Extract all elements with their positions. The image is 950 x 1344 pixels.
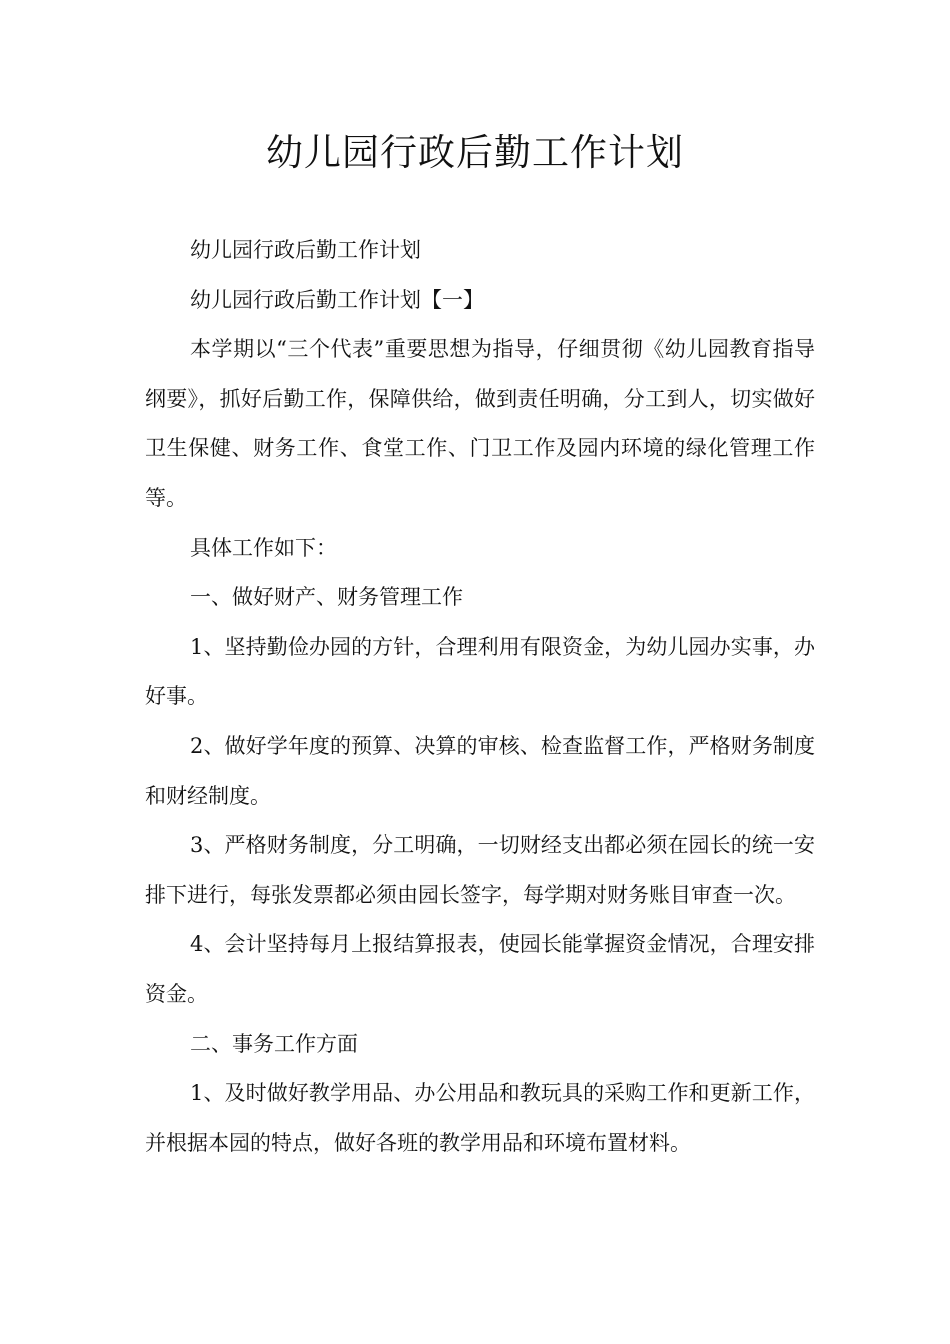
document-title: 幼儿园行政后勤工作计划 — [266, 131, 684, 174]
paragraph-affairs-item-1: 1、及时做好教学用品、办公用品和教玩具的采购工作和更新工作，并根据本园的特点，做好各班的教学用品和环境布置材料。 — [145, 1081, 815, 1155]
paragraph-work-list-lead: 具体工作如下： — [190, 535, 337, 560]
paragraph-heading-affairs: 二、事务工作方面 — [190, 1031, 358, 1056]
paragraph-intro: 本学期以“三个代表”重要思想为指导，仔细贯彻《幼儿园教育指导纲要》，抓好后勤工作，保障供给，做到责任明确，分工到人，切实做好卫生保健、财务工作、食堂工作、门卫工作及园内环境的绿化管理工作等。 — [145, 337, 815, 510]
paragraph-finance-item-4: 4、会计坚持每月上报结算报表，使园长能掌握资金情况，合理安排资金。 — [145, 932, 815, 1006]
document-body — [145, 226, 815, 1168]
paragraph-finance-item-3: 3、严格财务制度，分工明确，一切财经支出都必须在园长的统一安排下进行，每张发票都必须由园长签字，每学期对财务账目审查一次。 — [145, 833, 815, 907]
paragraph-heading-repeat: 幼儿园行政后勤工作计划 — [190, 238, 421, 262]
paragraph-finance-item-1: 1、坚持勤俭办园的方针，合理利用有限资金，为幼儿园办实事，办好事。 — [145, 634, 815, 709]
paragraph-section-one-title: 幼儿园行政后勤工作计划【一】 — [190, 287, 484, 312]
paragraph-finance-item-2: 2、做好学年度的预算、决算的审核、检查监督工作，严格财务制度和财经制度。 — [145, 733, 815, 808]
paragraph-heading-finance: 一、做好财产、财务管理工作 — [190, 585, 463, 610]
